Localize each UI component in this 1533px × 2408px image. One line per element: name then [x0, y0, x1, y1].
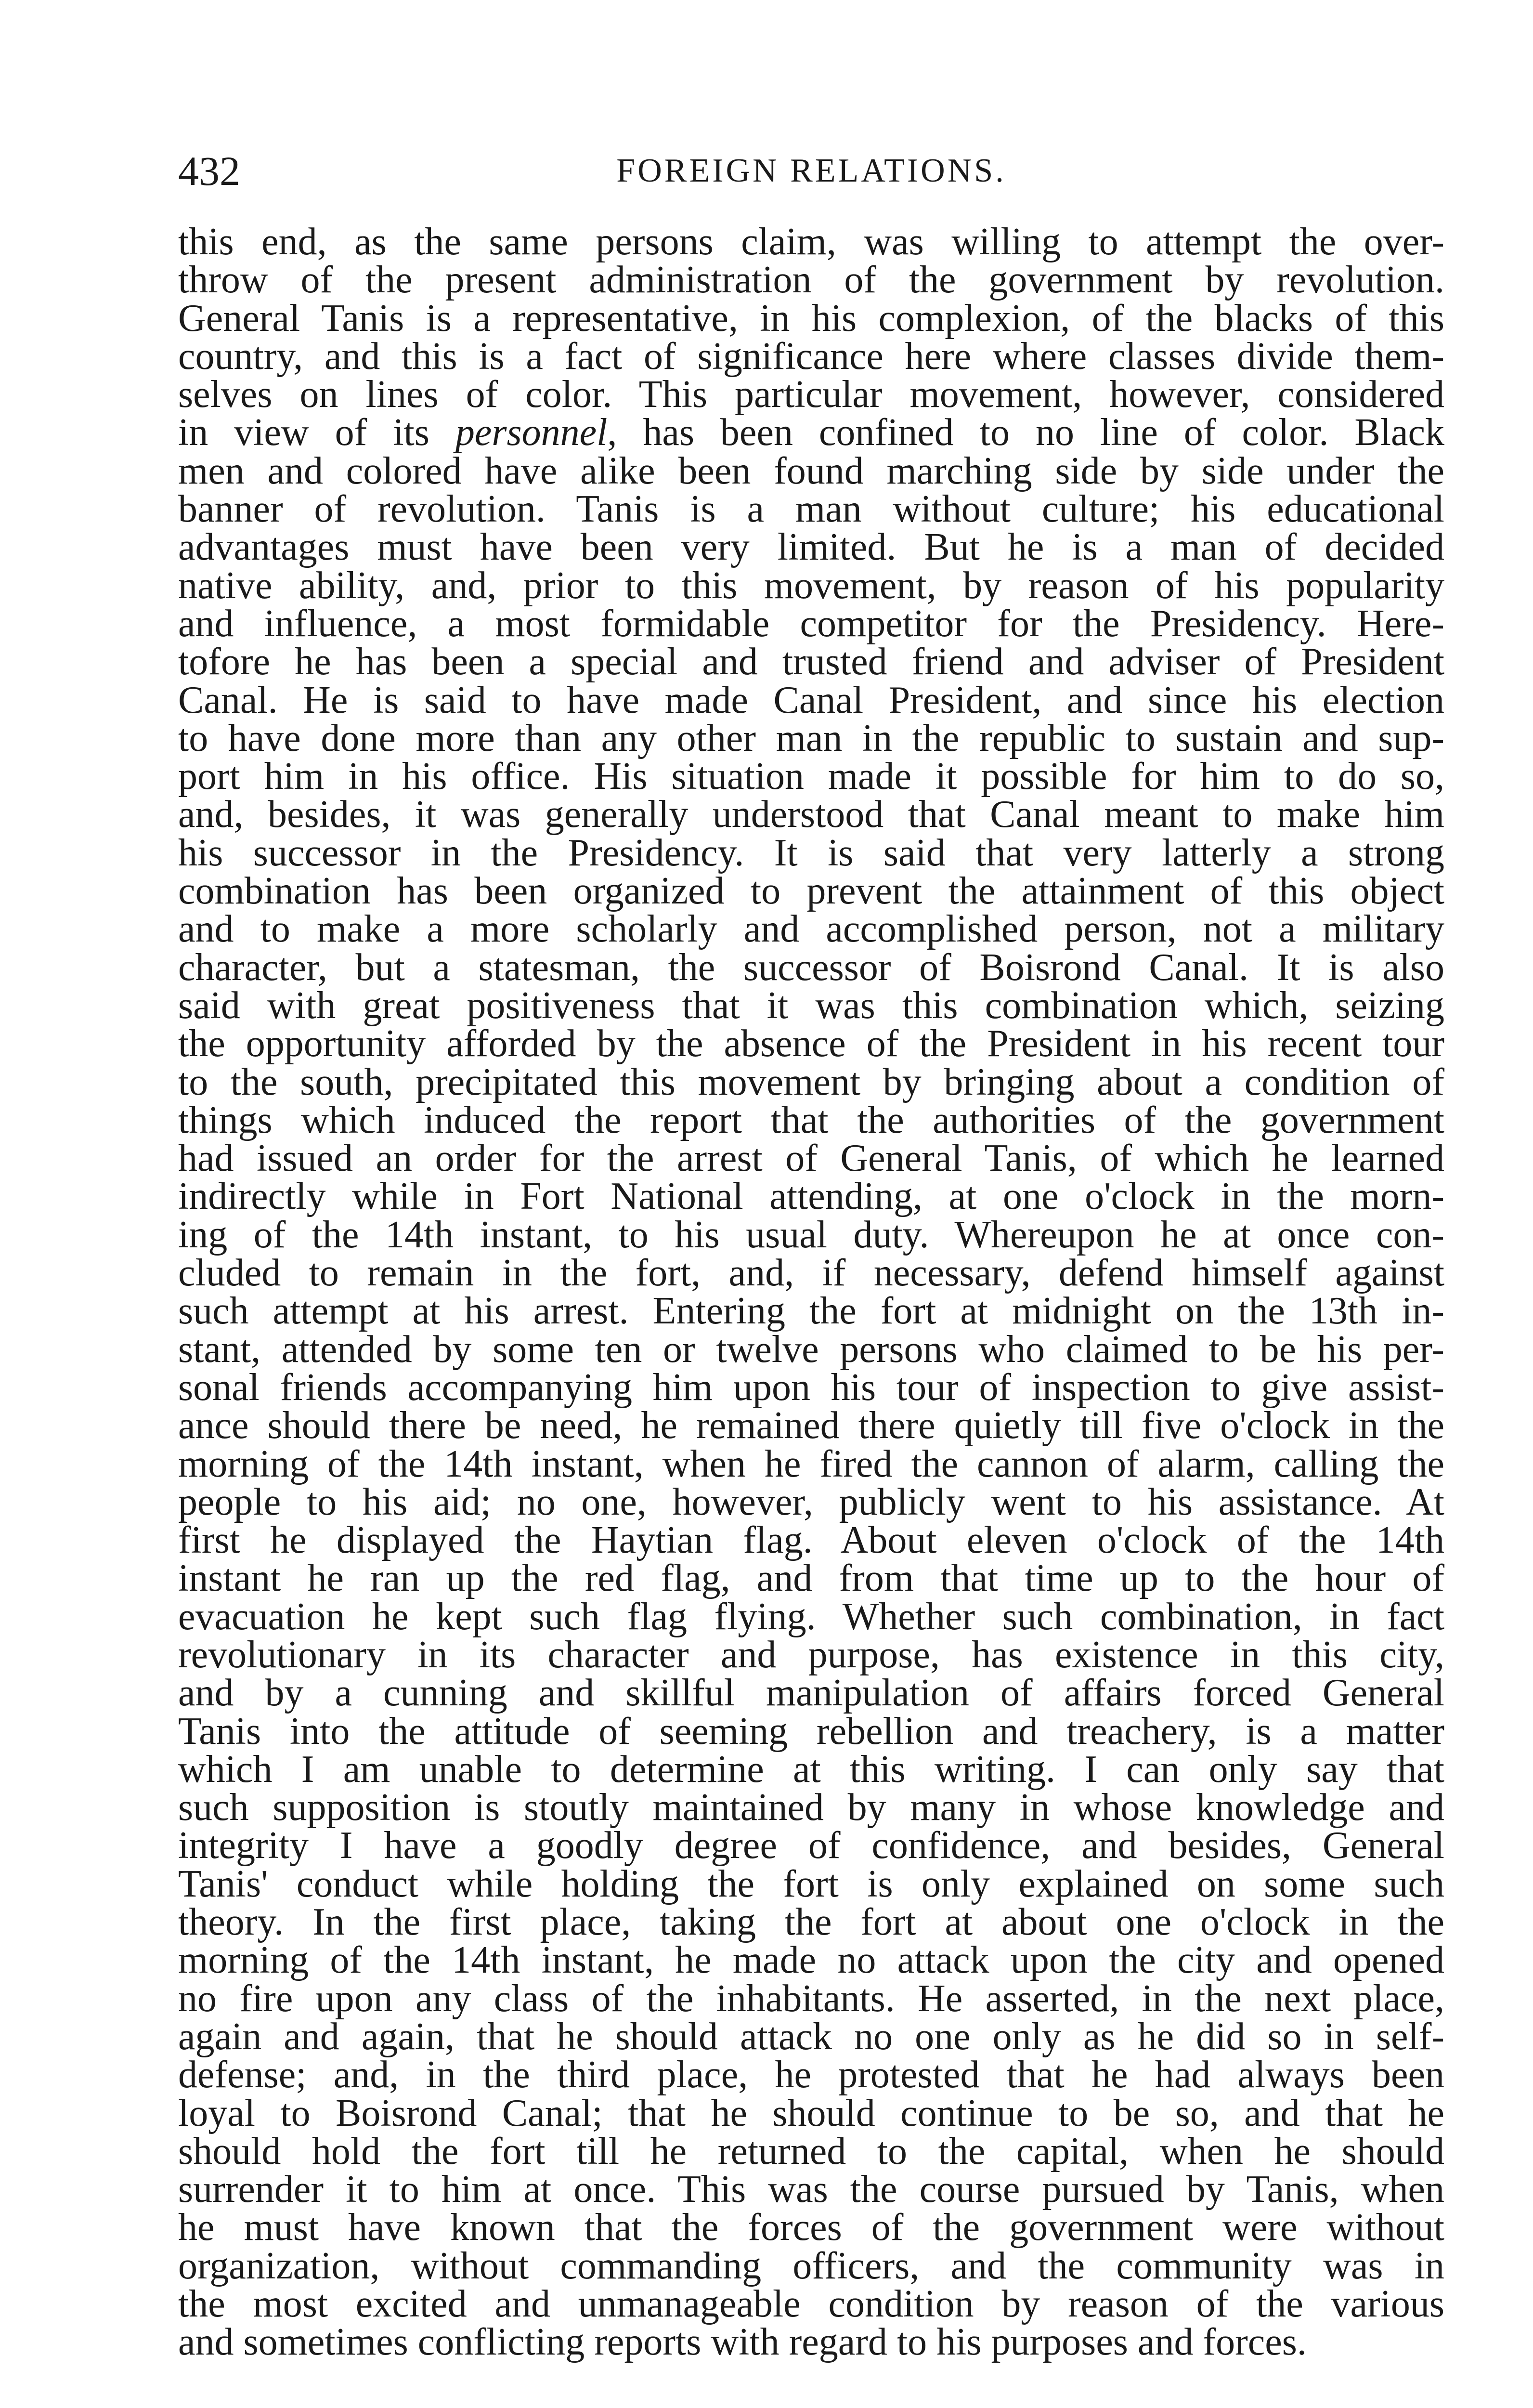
text-line: and to make a more scholarly and accomplished person, not a military: [178, 908, 1444, 951]
text-line: evacuation he kept such flag flying. Whether such combination, in fact: [178, 1595, 1444, 1638]
text-line: advantages must have been very limited. But he is a man of decided: [178, 526, 1444, 569]
text-line: loyal to Boisrond Canal; that he should continue to be so, and that he: [178, 2092, 1444, 2134]
text-line: organization, without commanding officers, and the community was in: [178, 2244, 1444, 2287]
text-line: to have done more than any other man in the republic to sustain and sup-: [178, 717, 1444, 759]
text-line: banner of revolution. Tanis is a man without culture; his educational: [178, 488, 1444, 531]
text-line: native ability, and, prior to this movement, by reason of his popularity: [178, 564, 1444, 607]
text-line: such attempt at his arrest. Entering the fort at midnight on the 13th in-: [178, 1290, 1444, 1333]
text-line: to the south, precipitated this movement by bringing about a condition of: [178, 1060, 1444, 1103]
text-line: tofore he has been a special and trusted friend and adviser of President: [178, 641, 1444, 683]
text-line: and, besides, it was generally understood that Canal meant to make him: [178, 793, 1444, 836]
text-line: the most excited and unmanageable condition by reason of the various: [178, 2283, 1444, 2326]
page-number: 432: [178, 148, 240, 194]
text-line: such supposition is stoutly maintained by many in whose knowledge and: [178, 1786, 1444, 1829]
text-line: he must have known that the forces of the government were without: [178, 2206, 1444, 2249]
text-line: things which induced the report that the authorities of the government: [178, 1099, 1444, 1141]
text-line: in view of its personnel, has been confined to no line of color. Black: [178, 411, 1444, 454]
text-line: men and colored have alike been found marching side by side under the: [178, 449, 1444, 492]
text-line: his successor in the Presidency. It is said that very latterly a strong: [178, 831, 1444, 874]
text-line: this end, as the same persons claim, was willing to attempt the over-: [178, 221, 1444, 263]
text-line: revolutionary in its character and purpose, has existence in this city,: [178, 1633, 1444, 1676]
text-line: ing of the 14th instant, to his usual duty. Whereupon he at once con-: [178, 1213, 1444, 1256]
text-line: again and again, that he should attack no one only as he did so in self-: [178, 2015, 1444, 2058]
text-line: morning of the 14th instant, when he fired the cannon of alarm, calling the: [178, 1442, 1444, 1485]
text-line: Tanis into the attitude of seeming rebellion and treachery, is a matter: [178, 1710, 1444, 1753]
text-line: country, and this is a fact of significance here where classes divide them-: [178, 335, 1444, 378]
text-line: character, but a statesman, the successor of Boisrond Canal. It is also: [178, 946, 1444, 989]
running-head: [178, 144, 1444, 197]
text-line: morning of the 14th instant, he made no attack upon the city and opened: [178, 1939, 1444, 1982]
text-line: selves on lines of color. This particular movement, however, considered: [178, 373, 1444, 416]
text-line: Tanis' conduct while holding the fort is only explained on some such: [178, 1862, 1444, 1905]
text-line: integrity I have a goodly degree of confidence, and besides, General: [178, 1824, 1444, 1867]
text-line: had issued an order for the arrest of General Tanis, of which he learned: [178, 1137, 1444, 1180]
text-line: and by a cunning and skillful manipulation of affairs forced General: [178, 1672, 1444, 1714]
text-line: surrender it to him at once. This was the course pursued by Tanis, when: [178, 2168, 1444, 2211]
text-line: and sometimes conflicting reports with regard to his purposes and forces.: [178, 2321, 1307, 2364]
text-line: people to his aid; no one, however, publicly went to his assistance. At: [178, 1480, 1444, 1523]
text-line: should hold the fort till he returned to the capital, when he should: [178, 2130, 1444, 2172]
text-line: said with great positiveness that it was this combination which, seizing: [178, 984, 1444, 1027]
text-line: combination has been organized to prevent the attainment of this object: [178, 870, 1444, 913]
text-line: which I am unable to determine at this writing. I can only say that: [178, 1748, 1444, 1791]
text-line: ance should there be need, he remained there quietly till five o'clock in the: [178, 1404, 1444, 1447]
text-line: stant, attended by some ten or twelve persons who claimed to be his per-: [178, 1328, 1444, 1371]
text-line: sonal friends accompanying him upon his tour of inspection to give assist-: [178, 1366, 1444, 1409]
text-line: port him in his office. His situation made it possible for him to do so,: [178, 755, 1444, 798]
text-line: first he displayed the Haytian flag. About eleven o'clock of the 14th: [178, 1519, 1444, 1562]
text-line: defense; and, in the third place, he protested that he had always been: [178, 2054, 1444, 2096]
text-line: General Tanis is a representative, in his complexion, of the blacks of this: [178, 297, 1444, 340]
text-line: indirectly while in Fort National attending, at one o'clock in the morn-: [178, 1175, 1444, 1218]
text-line: Canal. He is said to have made Canal President, and since his election: [178, 679, 1444, 721]
text-line: no fire upon any class of the inhabitants. He asserted, in the next place,: [178, 1977, 1444, 2020]
text-line: the opportunity afforded by the absence of the President in his recent tour: [178, 1022, 1444, 1065]
text-line: instant he ran up the red flag, and from that time up to the hour of: [178, 1557, 1444, 1600]
text-line: and influence, a most formidable competitor for the Presidency. Here-: [178, 602, 1444, 645]
running-title: FOREIGN RELATIONS.: [616, 152, 1006, 189]
text-line: throw of the present administration of the government by revolution.: [178, 259, 1444, 301]
text-line: cluded to remain in the fort, and, if necessary, defend himself against: [178, 1252, 1444, 1295]
text-line: theory. In the first place, taking the fort at about one o'clock in the: [178, 1901, 1444, 1944]
body-text: [178, 223, 1444, 2362]
